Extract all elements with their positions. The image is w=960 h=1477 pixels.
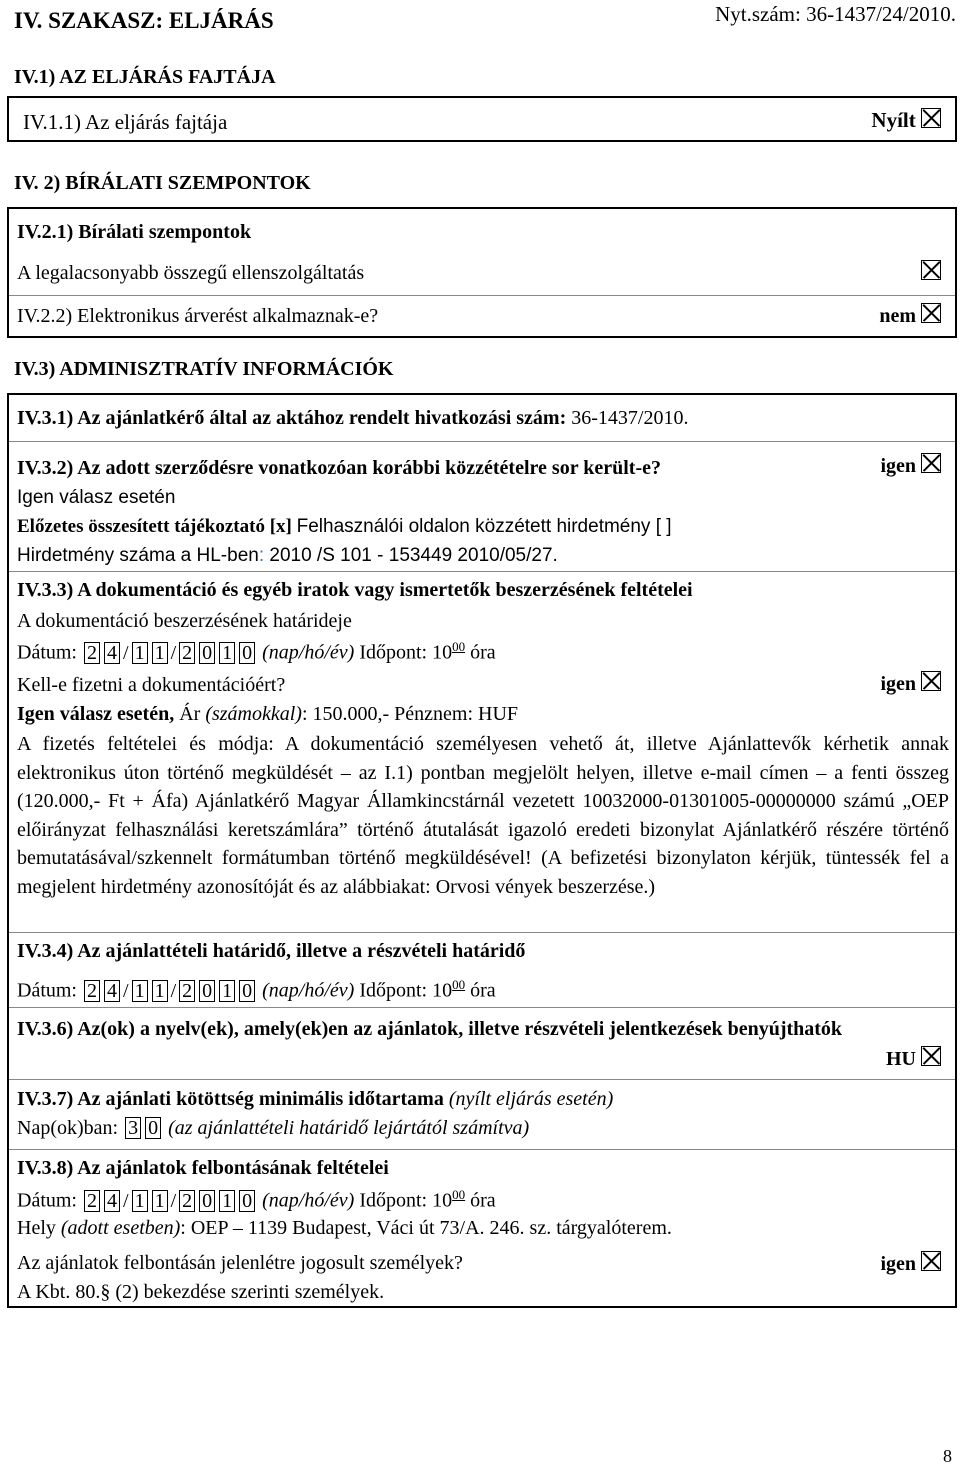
attendance-rule: A Kbt. 80.§ (2) bekezdése szerinti személyek. — [17, 1281, 385, 1303]
binding-digit: 3 — [125, 1117, 141, 1139]
date-digit: 1 — [132, 642, 148, 664]
language-label: IV.3.6) Az(ok) a nyelv(ek), amely(ek)en az ajánlatok, illetve részvételi jelentkezések benyújthatók — [17, 1018, 843, 1040]
time-unit: óra — [470, 641, 496, 664]
checkbox-checked-icon — [921, 260, 941, 280]
time-hour: 10 — [432, 1189, 453, 1212]
document-number: Nyt.szám: 36-1437/24/2010. — [715, 2, 956, 26]
criteria-label: IV.2.1) Bírálati szempontok — [17, 221, 252, 243]
date-digit: 1 — [219, 980, 235, 1002]
date-digit: 1 — [152, 980, 168, 1002]
date-digit: 0 — [239, 980, 255, 1002]
reference-value: 36-1437/2010. — [571, 407, 689, 429]
date-digit: 1 — [219, 1190, 235, 1212]
checkbox-checked-icon — [921, 108, 941, 128]
date-digit: 1 — [219, 642, 235, 664]
documentation-label: IV.3.3) A dokumentáció és egyéb iratok vagy ismertetők beszerzésének feltételei — [17, 579, 693, 601]
date-digit: 4 — [104, 980, 120, 1002]
criteria-value: A legalacsonyabb összegű ellenszolgáltatás — [17, 262, 365, 284]
date-digit: 0 — [199, 642, 215, 664]
previous-publication-type — [17, 516, 672, 538]
price-value: : 150.000,- Pénznem: HUF — [301, 703, 519, 725]
time-hour: 10 — [432, 641, 453, 664]
divider — [9, 1079, 955, 1080]
binding-digit: 0 — [145, 1117, 161, 1139]
payment-required-text: igen — [880, 673, 916, 695]
payment-required-value — [880, 671, 941, 696]
previous-hl-label: Hirdetmény száma a HL-ben — [17, 545, 259, 566]
date-label: Dátum: — [17, 979, 77, 1002]
section-title: IV. SZAKASZ: ELJÁRÁS — [14, 8, 274, 33]
date-digit: 0 — [239, 642, 255, 664]
place-note: (adott esetben) — [60, 1217, 181, 1239]
page-number: 8 — [943, 1446, 952, 1466]
date-digit: 4 — [104, 642, 120, 664]
binding-period-note: (nyílt eljárás esetén) — [448, 1088, 614, 1110]
place-label: Hely — [17, 1217, 56, 1239]
documentation-date: Dátum: 2 4 / 1 1 / 2 0 1 0 (nap/hó/év) Időpont: $10^{00}$ óra — [17, 639, 496, 664]
price-line — [17, 703, 518, 726]
time-hour: 10 — [432, 979, 453, 1002]
time-minute: 00 — [452, 639, 466, 654]
buyer-profile-notice: Felhasználói oldalon közzétett hirdetmény [ ] — [296, 516, 672, 537]
previous-hl-colon: : — [258, 545, 265, 566]
binding-period-line — [17, 1088, 613, 1111]
binding-period-label: IV.3.7) Az ajánlati kötöttség minimális időtartama — [17, 1088, 444, 1110]
reference-label: IV.3.1) Az ajánlatkérő által az aktához rendelt hivatkozási szám: — [17, 407, 567, 429]
heading-iv3: IV.3) ADMINISZTRATÍV INFORMÁCIÓK — [14, 358, 394, 380]
divider — [9, 1149, 955, 1150]
date-format: (nap/hó/év) — [262, 979, 355, 1002]
date-digit: 2 — [84, 980, 100, 1002]
date-digit: 1 — [132, 1190, 148, 1212]
date-digit: 2 — [179, 642, 195, 664]
language-value — [886, 1046, 941, 1071]
time-label: Időpont: — [359, 641, 428, 664]
attendance-label: Az ajánlatok felbontásán jelenlétre jogosult személyek? — [17, 1252, 463, 1274]
date-label: Dátum: — [17, 1189, 77, 1212]
price-yes-label: Igen válasz esetén, — [17, 703, 175, 725]
page-header — [14, 2, 956, 36]
time-unit: óra — [470, 979, 496, 1002]
auction-value — [879, 303, 941, 328]
procedure-type-value — [871, 108, 941, 133]
previous-publication-text: igen — [880, 455, 916, 477]
divider — [9, 441, 955, 442]
time-minute: 00 — [452, 977, 466, 992]
auction-text: nem — [879, 305, 916, 327]
price-label: Ár — [179, 703, 201, 725]
time-label: Időpont: — [359, 1189, 428, 1212]
date-digit: 0 — [199, 980, 215, 1002]
checkbox-checked-icon — [921, 1046, 941, 1066]
opening-date: Dátum: 2 4 / 1 1 / 2 0 1 0 (nap/hó/év) Időpont: $10^{00}$ óra — [17, 1187, 496, 1212]
time-unit: óra — [470, 1189, 496, 1212]
date-digit: 2 — [179, 1190, 195, 1212]
box-administrative-info — [7, 393, 957, 1308]
prior-info-notice: Előzetes összesített tájékoztató [x] — [17, 516, 292, 537]
previous-hl-value: 2010 /S 101 - 153449 2010/05/27. — [269, 545, 558, 566]
date-label: Dátum: — [17, 641, 77, 664]
payment-terms: A fizetés feltételei és módja: A dokumentáció személyesen vehető át, illetve Ajánlattevők kérhetik annak elektronikus úton történő megküldését – az I.1) pontban megjelölt helyen, illetve e-mail címen – a fenti összeg (120.000,- Ft + Áfa) Ajánlatkérő Magyar Államkincstárnál vezetett 10032000-01301005-00000000 számú „OEP előirányzat felhasználási keretszámlára” történő átutalását igazoló eredeti bizonylat Ajánlatkérő részére történő bemutatásával/szkennelt formátumban történő megküldésével! (A befizetési bizonylaton kérjük, tüntessék fel a megjelent hirdetmény azonosítóját és az alábbiakat: Orvosi vények beszerzése.) — [17, 733, 949, 898]
payment-required-label: Kell-e fizetni a dokumentációért? — [17, 674, 286, 696]
time-label: Időpont: — [359, 979, 428, 1002]
attendance-text: igen — [880, 1253, 916, 1275]
date-digit: 2 — [84, 642, 100, 664]
reference-line — [17, 407, 688, 430]
attendance-value — [880, 1251, 941, 1276]
opening-place — [17, 1217, 672, 1240]
previous-yes-note: Igen válasz esetén — [17, 487, 176, 508]
criteria-checkbox — [921, 260, 941, 285]
heading-iv2: IV. 2) BÍRÁLATI SZEMPONTOK — [14, 172, 311, 194]
documentation-deadline-label: A dokumentáció beszerzésének határideje — [17, 610, 352, 632]
opening-label: IV.3.8) Az ajánlatok felbontásának feltételei — [17, 1157, 389, 1179]
date-digit: 2 — [84, 1190, 100, 1212]
checkbox-checked-icon — [921, 671, 941, 691]
place-value: : OEP – 1139 Budapest, Váci út 73/A. 246. sz. tárgyalóterem. — [180, 1217, 672, 1239]
auction-label: IV.2.2) Elektronikus árverést alkalmaznak-e? — [17, 305, 379, 327]
checkbox-checked-icon — [921, 453, 941, 473]
divider — [9, 571, 955, 572]
checkbox-checked-icon — [921, 303, 941, 323]
date-digit: 2 — [179, 980, 195, 1002]
checkbox-checked-icon — [921, 1251, 941, 1271]
date-digit: 0 — [199, 1190, 215, 1212]
divider — [9, 295, 955, 296]
binding-days-note: (az ajánlattételi határidő lejártától számítva) — [168, 1117, 530, 1139]
previous-publication-value — [880, 453, 941, 478]
divider — [9, 932, 955, 933]
box-procedure-type — [7, 96, 957, 142]
divider — [9, 1007, 955, 1008]
date-digit: 1 — [152, 1190, 168, 1212]
box-evaluation-criteria — [7, 207, 957, 338]
date-digit: 1 — [132, 980, 148, 1002]
time-minute: 00 — [452, 1187, 466, 1202]
previous-publication-label: IV.3.2) Az adott szerződésre vonatkozóan korábbi közzétételre sor került-e? — [17, 457, 661, 479]
date-digit: 0 — [239, 1190, 255, 1212]
submission-deadline-label: IV.3.4) Az ajánlattételi határidő, illetve a részvételi határidő — [17, 940, 526, 962]
procedure-type-label: IV.1.1) Az eljárás fajtája — [23, 110, 228, 134]
submission-deadline-date: Dátum: 2 4 / 1 1 / 2 0 1 0 (nap/hó/év) Időpont: $10^{00}$ óra — [17, 977, 496, 1002]
price-unit: (számokkal) — [205, 703, 302, 725]
date-digit: 1 — [152, 642, 168, 664]
date-format: (nap/hó/év) — [262, 1189, 355, 1212]
previous-hl-number — [17, 545, 558, 567]
binding-days-line — [17, 1117, 529, 1140]
binding-days-label: Nap(ok)ban: — [17, 1117, 119, 1139]
date-format: (nap/hó/év) — [262, 641, 355, 664]
date-digit: 4 — [104, 1190, 120, 1212]
heading-iv1: IV.1) AZ ELJÁRÁS FAJTÁJA — [14, 66, 276, 88]
language-text: HU — [886, 1048, 916, 1070]
procedure-type-text: Nyílt — [871, 108, 916, 132]
